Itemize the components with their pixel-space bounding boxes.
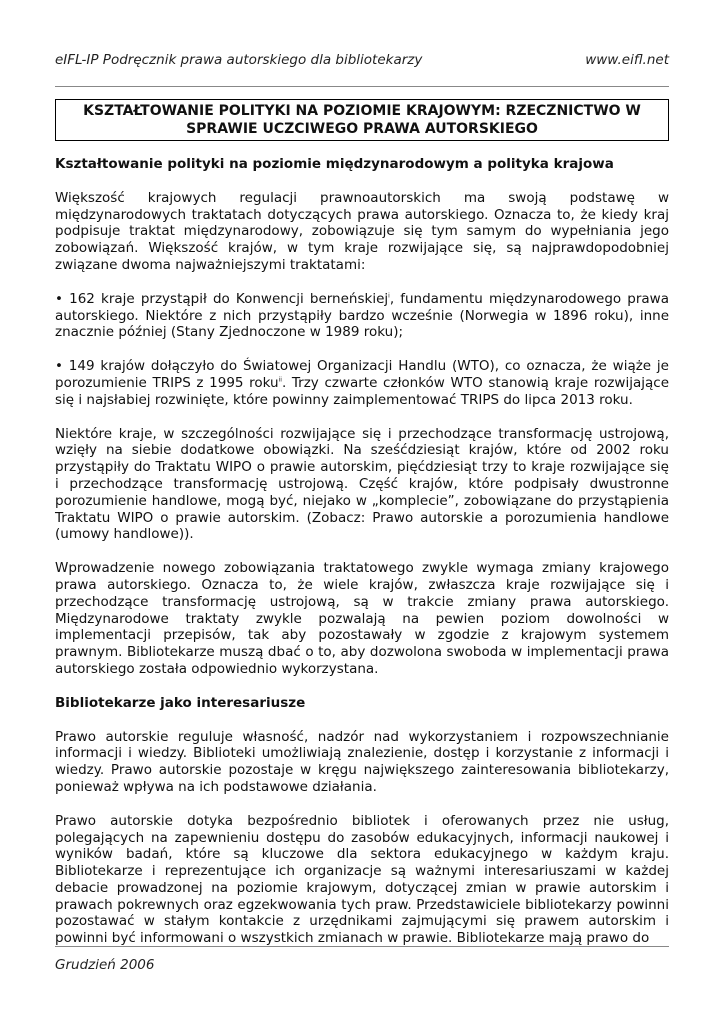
footer-divider — [55, 946, 669, 947]
header-divider — [55, 86, 669, 87]
header-url: www.eifl.net — [585, 52, 669, 68]
endnote-marker[interactable]: i — [388, 292, 390, 300]
paragraph: Niektóre kraje, w szczególności rozwijające się i przechodzące transformację ustrojową, wzięły na siebie dodatkowe obowiązki. Na sześćdziesiąt krajów, które od 2002 roku przystąpiły do Traktatu WIPO o prawie autorskim, pięćdziesiąt trzy to kraje rozwijające się i przechodzące transformację ustrojową. Część krajów, które podpisały dwustronne porozumienie handlowe, mogą być, niejako w „komplecie”, zobowiązane do przystąpienia Traktatu WIPO o prawie autorskim. (Zobacz: Prawo autorskie a porozumienia handlowe (umowy handlowe)). — [55, 425, 669, 543]
page-footer-date: Grudzień 2006 — [55, 957, 155, 973]
bullet-wto: • 149 krajów dołączyło do Światowej Organizacji Handlu (WTO), co oznacza, że wiąże je porozumienie TRIPS z 1995 roku$^{ii}$. Trzy czwarte członków WTO stanowią kraje rozwijające się i najsłabiej rozwinięte, które powinny zaimplementować TRIPS do lipca 2013 roku. — [55, 358, 669, 408]
header-title: eIFL-IP Podręcznik prawa autorskiego dla bibliotekarzy — [55, 52, 423, 68]
section-heading-international: Kształtowanie polityki na poziomie międzynarodowym a polityka krajowa — [55, 156, 614, 172]
paragraph: Prawo autorskie dotyka bezpośrednio bibliotek i oferowanych przez nie usług, polegających na zapewnieniu dostępu do zasobów edukacyjnych, informacji naukowej i wyników badań, które są kluczowe dla sektora edukacyjnego w każdym kraju. Bibliotekarze i reprezentujące ich organizacje są ważnymi interesariuszami w każdej debacie prowadzonej na poziomie krajowym, dotyczącej zmian w prawie autorskim i prawach pokrewnych oraz egzekwowania tych praw. Przedstawiciele bibliotekarzy powinni pozostawać w stałym kontakcie z urzędnikami zajmującymi się prawem autorskim i powinni być informowani o wszystkich zmianach w prawie. Bibliotekarze mają prawo do — [55, 812, 669, 947]
bullet-berne: • 162 kraje przystąpił do Konwencji berneńskiej$^i$, fundamentu międzynarodowego prawa autorskiego. Niektóre z nich przystąpiły bardzo wcześnie (Norwegia w 1896 roku), inne znacznie później (Stany Zjednoczone w 1989 roku); — [55, 290, 669, 341]
paragraph: Wprowadzenie nowego zobowiązania traktatowego zwykle wymaga zmiany krajowego prawa autorskiego. Oznacza to, że wiele krajów, zwłaszcza kraje rozwijające się i przechodzące transformację ustrojową, są w trakcie zmiany prawa autorskiego. Międzynarodowe traktaty zwykle pozwalają na pewien poziom dowolności w implementacji przepisów, tak aby pozostawały w zgodzie z krajowym systemem prawnym. Bibliotekarze muszą dbać o to, aby dozwolona swoboda w implementacji prawa autorskiego została odpowiednio wykorzystana. — [55, 560, 669, 677]
chapter-title: KSZTAŁTOWANIE POLITYKI NA POZIOMIE KRAJOWYM: RZECZNICTWO W SPRAWIE UCZCIWEGO PRAWA AUTORSKIEGO — [55, 99, 669, 141]
section-heading-librarians: Bibliotekarze jako interesariusze — [55, 694, 306, 711]
document-body — [55, 156, 669, 964]
paragraph: Większość krajowych regulacji prawnoautorskich ma swoją podstawę w międzynarodowych traktatach dotyczących prawa autorskiego. Oznacza to, że kiedy kraj podpisuje traktat międzynarodowy, zobowiązuje się tym samym do wypełniania jego zobowiązań. Większość krajów, w tym kraje rozwijające się, są najprawdopodobniej związane dwoma najważniejszymi traktatami: — [55, 189, 669, 273]
page-header — [55, 52, 669, 72]
endnote-marker[interactable]: ii — [278, 376, 282, 384]
paragraph: Prawo autorskie reguluje własność, nadzór nad wykorzystaniem i rozpowszechnianie informacji i wiedzy. Biblioteki umożliwiają znalezienie, dostęp i korzystanie z informacji i wiedzy. Prawo autorskie pozostaje w kręgu największego zainteresowania bibliotekarzy, ponieważ wpływa na ich podstawowe działania. — [55, 728, 669, 795]
